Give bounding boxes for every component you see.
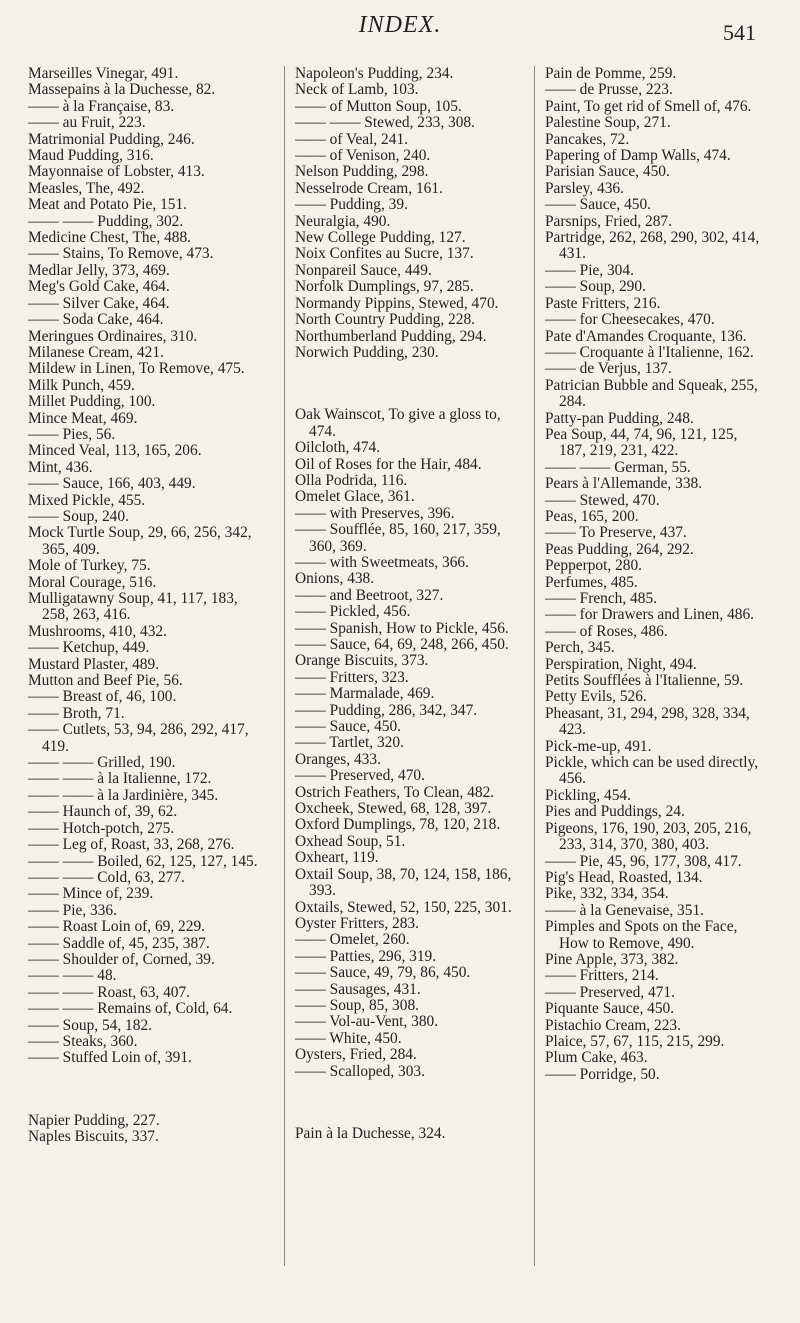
index-entry: Mustard Plaster, 489. — [28, 655, 160, 673]
index-entry: —— Hotch-potch, 275. — [28, 819, 175, 837]
index-entry: —— Broth, 71. — [28, 704, 125, 722]
index-entry: —— Soup, 240. — [28, 507, 129, 525]
index-entry: Petty Evils, 526. — [545, 688, 647, 706]
index-entry: Palestine Soup, 271. — [545, 114, 671, 132]
index-entry: Noix Confites au Sucre, 137. — [295, 245, 474, 263]
index-entry: —— —— Remains of, Cold, 64. — [28, 1000, 233, 1018]
index-entry: Patrician Bubble and Squeak, 255, 284. — [545, 376, 758, 411]
index-entry: —— Cutlets, 53, 94, 286, 292, 417, 419. — [28, 721, 249, 755]
index-entry: Pike, 332, 334, 354. — [545, 885, 669, 903]
index-entry: —— Sauce, 166, 403, 449. — [28, 475, 196, 493]
index-entry: —— of Mutton Soup, 105. — [295, 97, 462, 115]
page-title: INDEX. — [358, 12, 442, 38]
index-entry: Oil of Roses for the Hair, 484. — [295, 455, 482, 473]
index-entry: —— Spanish, How to Pickle, 456. — [295, 619, 509, 637]
index-entry: Pickle, which can be used directly, 456. — [545, 754, 759, 788]
index-entry: Mint, 436. — [28, 458, 93, 476]
index-entry: Naples Biscuits, 337. — [28, 1128, 159, 1146]
index-entry: Ostrich Feathers, To Clean, 482. — [295, 783, 495, 801]
index-entry: Oxhead Soup, 51. — [295, 832, 406, 850]
index-entry: —— Fritters, 214. — [545, 967, 659, 985]
index-entry: New College Pudding, 127. — [295, 229, 466, 247]
index-entry: Pick-me-up, 491. — [545, 737, 652, 755]
section-gap — [295, 1096, 517, 1110]
index-entry: Oxford Dumplings, 78, 120, 218. — [295, 816, 501, 834]
index-entry: —— de Prusse, 223. — [545, 81, 673, 99]
index-entry: —— Pudding, 39. — [295, 196, 408, 214]
index-entry: —— Sauce, 450. — [545, 196, 652, 214]
index-entry: Matrimonial Pudding, 246. — [28, 130, 195, 148]
index-entry: —— Vol-au-Vent, 380. — [295, 1013, 439, 1031]
index-entry: Milk Punch, 459. — [28, 376, 135, 394]
index-entry: Mayonnaise of Lobster, 413. — [28, 163, 205, 181]
index-entry: Nesselrode Cream, 161. — [295, 179, 443, 197]
index-entry: —— Patties, 296, 319. — [295, 947, 437, 965]
index-entry: —— Sauce, 49, 79, 86, 450. — [295, 964, 471, 982]
index-entry: —— Scalloped, 303. — [295, 1062, 425, 1080]
index-entry: Millet Pudding, 100. — [28, 393, 156, 411]
index-entry: Parsley, 436. — [545, 179, 624, 197]
index-entry: —— Preserved, 471. — [545, 983, 675, 1001]
index-entry: Mince Meat, 469. — [28, 409, 138, 427]
index-entry: Pine Apple, 373, 382. — [545, 950, 679, 968]
index-entry: Paste Fritters, 216. — [545, 294, 661, 312]
index-entry: Pepperpot, 280. — [545, 557, 643, 575]
index-entry: Pate d'Amandes Croquante, 136. — [545, 327, 747, 345]
index-entry: Omelet Glace, 361. — [295, 488, 415, 506]
index-entry: —— Leg of, Roast, 33, 268, 276. — [28, 836, 235, 854]
index-entry: —— Omelet, 260. — [295, 931, 410, 949]
index-entry: Pistachio Cream, 223. — [545, 1016, 681, 1034]
index-entry: Peas, 165, 200. — [545, 507, 639, 525]
index-entry: —— Haunch of, 39, 62. — [28, 803, 178, 821]
index-entry: Massepains à la Duchesse, 82. — [28, 81, 216, 99]
index-entry: Peas Pudding, 264, 292. — [545, 540, 694, 558]
index-entry: —— Steaks, 360. — [28, 1032, 138, 1050]
index-entry: Nonpareil Sauce, 449. — [295, 261, 432, 279]
index-entry: Piquante Sauce, 450. — [545, 1000, 675, 1018]
index-entry: Olla Podrida, 116. — [295, 471, 408, 489]
index-entry: —— Stewed, 470. — [545, 491, 660, 509]
index-entry: —— Pie, 336. — [28, 901, 117, 919]
index-entry: Northumberland Pudding, 294. — [295, 327, 487, 345]
index-entry: —— To Preserve, 437. — [545, 524, 687, 542]
index-entry: Oxheart, 119. — [295, 849, 379, 867]
index-entry: Neck of Lamb, 103. — [295, 81, 419, 99]
index-entry: —— Soup, 85, 308. — [295, 996, 419, 1014]
index-entry: Neuralgia, 490. — [295, 212, 391, 230]
index-entry: Nelson Pudding, 298. — [295, 163, 429, 181]
index-entry: —— French, 485. — [545, 590, 657, 607]
index-entry: Onions, 438. — [295, 570, 375, 588]
index-entry: Meg's Gold Cake, 464. — [28, 278, 170, 296]
index-entry: —— à la Française, 83. — [28, 97, 175, 115]
index-entry: Norfolk Dumplings, 97, 285. — [295, 278, 474, 296]
index-entry: —— —— 48. — [28, 967, 117, 985]
index-entry: —— Soda Cake, 464. — [28, 311, 164, 329]
index-entry: Mixed Pickle, 455. — [28, 491, 146, 509]
index-entry: Moral Courage, 516. — [28, 573, 157, 591]
index-entry: —— and Beetroot, 327. — [295, 586, 444, 604]
index-entry: Papering of Damp Walls, 474. — [545, 147, 731, 165]
index-entry: Oxcheek, Stewed, 68, 128, 397. — [295, 800, 492, 818]
index-entry: Pickling, 454. — [545, 786, 631, 804]
index-entry: Paint, To get rid of Smell of, 476. — [545, 97, 752, 115]
index-entry: —— Sauce, 450. — [295, 718, 402, 736]
index-entry: Maud Pudding, 316. — [28, 147, 154, 165]
index-entry: Pies and Puddings, 24. — [545, 803, 685, 821]
index-entry: —— —— Pudding, 302. — [28, 212, 184, 230]
index-entry: Minced Veal, 113, 165, 206. — [28, 442, 202, 460]
index-entry: Pea Soup, 44, 74, 96, 121, 125, 187, 219, 231, 422. — [545, 425, 738, 460]
index-entry: Oranges, 433. — [295, 750, 381, 768]
index-entry: —— Tartlet, 320. — [295, 734, 404, 752]
index-entry: —— Stuffed Loin of, 391. — [28, 1049, 192, 1067]
index-column-3 — [534, 66, 767, 1266]
index-entry: —— —— Grilled, 190. — [28, 754, 176, 772]
index-entry: —— Sausages, 431. — [295, 980, 421, 998]
index-entry: Patty-pan Pudding, 248. — [545, 409, 694, 427]
index-entry: —— à la Genevaise, 351. — [545, 901, 704, 919]
index-entry: Meringues Ordinaires, 310. — [28, 327, 198, 345]
index-entry: —— Pie, 45, 96, 177, 308, 417. — [545, 852, 742, 870]
index-entry: —— Pies, 56. — [28, 425, 116, 443]
index-entry: North Country Pudding, 228. — [295, 311, 475, 329]
index-entry: —— Soufflée, 85, 160, 217, 359, 360, 369. — [295, 521, 501, 555]
index-entry: Mushrooms, 410, 432. — [28, 622, 167, 640]
index-entry: —— Shoulder of, Corned, 39. — [28, 950, 215, 968]
index-entry: Oilcloth, 474. — [295, 439, 381, 457]
index-entry: Mulligatawny Soup, 41, 117, 183, 258, 263, 416. — [28, 590, 238, 624]
index-entry: Mildew in Linen, To Remove, 475. — [28, 360, 245, 378]
index-entry: Medlar Jelly, 373, 469. — [28, 261, 170, 279]
index-entry: —— Sauce, 64, 69, 248, 266, 450. — [295, 636, 509, 653]
index-entry: Plum Cake, 463. — [545, 1049, 648, 1067]
index-entry: —— de Verjus, 137. — [545, 360, 672, 378]
index-entry: —— —— Stewed, 233, 308. — [295, 114, 475, 132]
index-entry: —— Saddle of, 45, 235, 387. — [28, 934, 210, 952]
index-entry: Plaice, 57, 67, 115, 215, 299. — [545, 1032, 725, 1050]
index-entry: —— —— Roast, 63, 407. — [28, 983, 191, 1001]
index-entry: —— for Cheesecakes, 470. — [545, 311, 715, 329]
page-number: 541 — [723, 20, 756, 45]
index-entry: —— Croquante à l'Italienne, 162. — [545, 343, 754, 361]
index-entry: Partridge, 262, 268, 290, 302, 414, 431. — [545, 229, 760, 263]
index-entry: Pain à la Duchesse, 324. — [295, 1124, 446, 1142]
index-entry: Orange Biscuits, 373. — [295, 652, 429, 670]
index-entry: —— Soup, 290. — [545, 278, 646, 296]
index-entry: Medicine Chest, The, 488. — [28, 229, 191, 247]
index-entry: Perch, 345. — [545, 639, 615, 657]
index-entry: Mock Turtle Soup, 29, 66, 256, 342, 365, 409. — [28, 524, 252, 558]
index-entry: Marseilles Vinegar, 491. — [28, 65, 179, 82]
section-gap — [28, 1083, 260, 1097]
index-entry: —— Silver Cake, 464. — [28, 294, 170, 312]
index-entry: —— Marmalade, 469. — [295, 685, 435, 703]
index-entry: —— Preserved, 470. — [295, 767, 425, 785]
index-entry: —— —— à la Italienne, 172. — [28, 770, 212, 788]
index-entry: Napier Pudding, 227. — [28, 1111, 160, 1129]
index-entry: Perspiration, Night, 494. — [545, 655, 697, 673]
index-entry: Oxtail Soup, 38, 70, 124, 158, 186, 393. — [295, 865, 512, 900]
index-entry: Norwich Pudding, 230. — [295, 343, 439, 361]
index-entry: —— Breast of, 46, 100. — [28, 688, 177, 706]
index-entry: —— Pudding, 286, 342, 347. — [295, 701, 478, 719]
index-entry: —— —— German, 55. — [545, 458, 691, 476]
index-entry: Oyster Fritters, 283. — [295, 914, 419, 932]
index-entry: —— Porridge, 50. — [545, 1065, 660, 1083]
index-entry: —— of Veal, 241. — [295, 130, 408, 148]
index-entry: Napoleon's Pudding, 234. — [295, 65, 454, 82]
index-entry: Pig's Head, Roasted, 134. — [545, 868, 703, 886]
index-entry: —— Stains, To Remove, 473. — [28, 245, 214, 263]
index-entry: Parisian Sauce, 450. — [545, 163, 670, 181]
index-entry: —— for Drawers and Linen, 486. — [545, 606, 754, 624]
index-entry: Measles, The, 492. — [28, 179, 145, 197]
index-entry: Pigeons, 176, 190, 203, 205, 216, 233, 314, 370, 380, 403. — [545, 819, 752, 854]
index-entry: Perfumes, 485. — [545, 573, 638, 591]
index-entry: —— Soup, 54, 182. — [28, 1016, 152, 1034]
index-entry: —— —— Cold, 63, 277. — [28, 868, 185, 886]
index-entry: Parsnips, Fried, 287. — [545, 212, 672, 230]
index-entry: —— —— à la Jardinière, 345. — [28, 786, 219, 804]
index-entry: Normandy Pippins, Stewed, 470. — [295, 294, 499, 312]
index-entry: Pheasant, 31, 294, 298, 328, 334, 423. — [545, 704, 750, 739]
index-entry: —— Ketchup, 449. — [28, 639, 150, 657]
index-entry: Oxtails, Stewed, 52, 150, 225, 301. — [295, 898, 512, 916]
index-entry: —— with Sweetmeats, 366. — [295, 553, 469, 571]
index-entry: Milanese Cream, 421. — [28, 343, 164, 361]
index-entry: Meat and Potato Pie, 151. — [28, 196, 188, 214]
index-entry: Pimples and Spots on the Face, How to Remove, 490. — [545, 918, 738, 952]
section-gap — [295, 377, 517, 391]
running-head — [0, 8, 800, 52]
index-entry: —— Pickled, 456. — [295, 603, 411, 621]
index-entry: —— au Fruit, 223. — [28, 114, 146, 132]
index-entry: —— —— Boiled, 62, 125, 127, 145. — [28, 852, 258, 870]
index-entry: Mutton and Beef Pie, 56. — [28, 672, 183, 690]
index-entry: —— White, 450. — [295, 1029, 402, 1047]
index-entry: —— Pie, 304. — [545, 261, 634, 279]
index-entry: Pears à l'Allemande, 338. — [545, 475, 703, 493]
index-column-2 — [284, 66, 517, 1266]
index-entry: —— of Roses, 486. — [545, 622, 668, 640]
index-entry: Oysters, Fried, 284. — [295, 1046, 417, 1064]
index-entry: Oak Wainscot, To give a gloss to, 474. — [295, 406, 501, 440]
index-entry: Pancakes, 72. — [545, 130, 630, 148]
index-entry: —— Roast Loin of, 69, 229. — [28, 918, 205, 936]
index-column-1 — [28, 66, 260, 1146]
index-entry: —— Mince of, 239. — [28, 885, 154, 903]
index-entry: Petits Soufflées à l'Italienne, 59. — [545, 672, 744, 690]
index-entry: —— of Venison, 240. — [295, 147, 431, 165]
index-entry: Pain de Pomme, 259. — [545, 65, 677, 82]
index-entry: —— with Preserves, 396. — [295, 504, 455, 522]
index-entry: —— Fritters, 323. — [295, 668, 409, 686]
index-entry: Mole of Turkey, 75. — [28, 557, 151, 575]
